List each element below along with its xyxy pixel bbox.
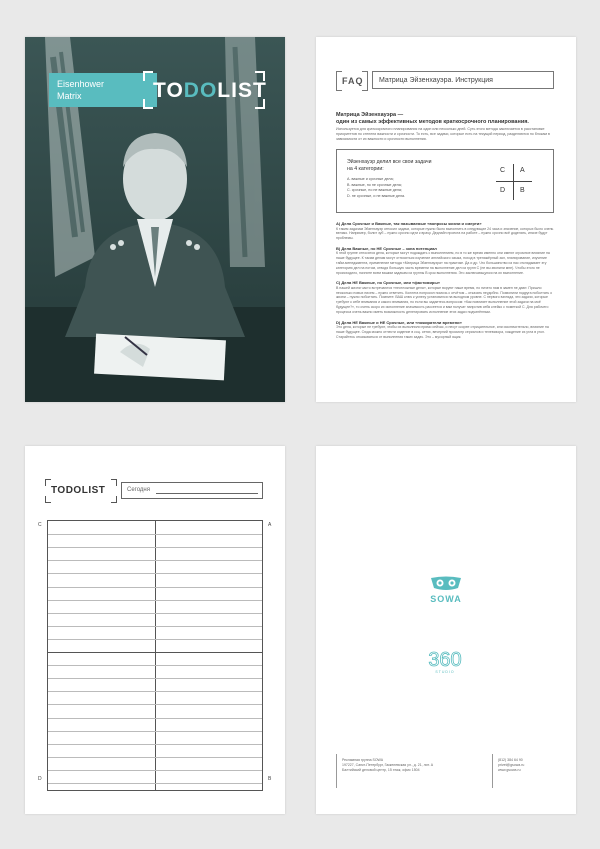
grid-line [48, 704, 262, 705]
matrix-diagram [492, 160, 536, 204]
cover-page [25, 37, 285, 402]
date-field[interactable] [121, 482, 263, 499]
grid-line [48, 613, 262, 614]
grid-line [48, 678, 262, 679]
cover-title-tag [49, 73, 157, 107]
grid-line [48, 744, 262, 745]
intro-heading: Матрица Эйзенхауэра — один из самых эффективных методов краткосрочного планирования. [336, 112, 529, 125]
logo-text: TODOLIST [153, 79, 267, 102]
grid-line [48, 770, 262, 771]
faq-header [336, 71, 554, 91]
quadrant-b: B [520, 187, 525, 194]
studio-word: STUDIO [435, 670, 455, 674]
category-item: A. важные и срочные дела; [347, 177, 394, 181]
corner-d: D [38, 776, 42, 782]
category-item: B. важные, но не срочные дела; [347, 182, 402, 187]
brand-name: SOWA [430, 594, 462, 604]
contact-rule [492, 754, 493, 788]
section-a: А) Дела Срочные и Важные, так называемые «вопросы жизни и смерти» К таким задачам Эйзенхауэр относил задачи, которые нужно было выполнить в следующие 24 часа и значение, которых было очень велико. Например, болит зуб – нужно срочно идти к врачу. Дедлайн проекта на работе – нужно срочно всё доделать, иначе будут проблемы. [336, 221, 554, 241]
section-c: C) Дела НЕ Важные, но Срочные, или «фастомиры» В нашей жизни часто встречаются «неотложные дела», которые воруют наше время, но ничего нам в замен не дают. Пришло несколько новых писем – нужно ответить. Коллега попросил помочь с отчётом – отказать неудобно. Позвонили подруга поболтать о жизни – нужно поболтать. Помните: ВАШ ключ к успеху установился на выгодном уровне. С первого взгляда, эти задачи, которые требуют к себе внимания и какого внимания, но если вы задаетесь вопросом: «Как повлияет выполнение этой задачи на моё будущее?», то очень скоро их исполнение значимость рассеется и вам получат напротив себя клейко с пометкой С. Для рабочего процесса очень важно иметь возможность делегировать исполнение этих задач подчинённым. [336, 280, 553, 314]
quadrant-c: C [500, 167, 506, 174]
grid-line [48, 757, 262, 758]
address-block: Рекламная группа SOWA 197227, Санкт-Петербург, Гаккелевская ул., д. 21, лит. А Балтийский деловой центр, 15 этаж, офис 1504 [342, 758, 434, 773]
corner-b: B [268, 776, 272, 782]
faq-page [316, 37, 576, 402]
address-rule [336, 754, 337, 788]
cover-tag-line1: Eisenhower [57, 79, 105, 89]
cover-tag-line2: Matrix [57, 91, 82, 101]
contact-block: (812) 384 64 90 privet@gsowa.ru www.gsowa.ru [498, 758, 525, 773]
grid-line [48, 587, 262, 588]
quadrant-d: D [500, 187, 506, 194]
matrix-box [336, 149, 554, 213]
grid-line [48, 573, 262, 574]
studio-360-logo [420, 642, 470, 676]
faq-sections [336, 221, 556, 345]
intro-body: Используется для краткосрочного планирования на один или несколько дней. Суть этого метода заключается в расстановке приоритетов по степени важности и срочности. То есть, все задачи, которые есть на текущий период, разделяются по блокам в зависимости от их важности и срочности выполнения. [336, 127, 550, 141]
grid-line [48, 731, 262, 732]
todolist-logo: TODOLIST [45, 479, 117, 503]
studio-number: 360 [428, 649, 462, 671]
category-item: C. срочные, но не важные дела; [347, 188, 403, 192]
grid-line [48, 560, 262, 561]
back-page [316, 446, 576, 814]
faq-label: FAQ [336, 71, 368, 91]
corner-a: A [268, 522, 272, 528]
faq-title: Матрица Эйзенхауэра. Инструкция [372, 71, 554, 89]
date-label: Сегодня [127, 487, 150, 493]
section-d: D) Дела НЕ Важные и НЕ Срочные, или «пожиратели времени» Это дела, которые не требуют, чтобы их выполнили прямо сейчас, и несут скорее отрицательное, или исключительно, влияние на наше будущее. Сюда можно отнести сидение в соц. сетях, вечерний просмотр сериалов и телевизора, хождение из угла в угол. Старайтесь отказываться от выполнения таких задач. Это – мусорный ящик. [336, 319, 549, 339]
category-item: D. не срочные, и не важные дела. [347, 193, 406, 198]
task-grid[interactable] [47, 520, 263, 791]
grid-line [48, 547, 262, 548]
grid-divider-horizontal [48, 652, 262, 653]
date-line [156, 493, 258, 494]
corner-c: C [38, 522, 42, 528]
grid-line [48, 718, 262, 719]
grid-line [48, 639, 262, 640]
grid-line [48, 783, 262, 784]
todo-page [25, 446, 285, 814]
section-b: B) Дела Важные, но НЕ Срочные – зона потенциал К этой группе относятся дела, которые могут подождать с выполнением, но в то же время именно они имеют огромное влияние на наше будущее. К таким делам могут относиться изучение английского языка, поход в тренажёрный зал, планирование, изучение тайм-менеджмента, применение метода «Матрица Эйзенхауэра» на практике. Да и др. Что большинство из нас откладывает эту категорию дел на потом, отводя большую часть времени на выполнение дел из групп С (не вы звонили мне). Чтобы этого не происходило, начните всем вашим задачам из группы B срок выполнения. Это заключающуюся на их выполнение. [336, 245, 550, 275]
grid-divider-vertical [155, 521, 156, 790]
grid-line [48, 665, 262, 666]
grid-line [48, 600, 262, 601]
grid-line [48, 534, 262, 535]
grid-line [48, 626, 262, 627]
todo-header [45, 479, 265, 503]
quadrant-a: A [520, 167, 525, 174]
todolist-logo [143, 71, 265, 109]
matrix-categories [347, 177, 405, 199]
matrix-lead: Эйзенхауэр делил все свои задачи на 4 категории: [347, 159, 432, 172]
grid-line [48, 691, 262, 692]
owl-logo-icon [429, 576, 463, 592]
